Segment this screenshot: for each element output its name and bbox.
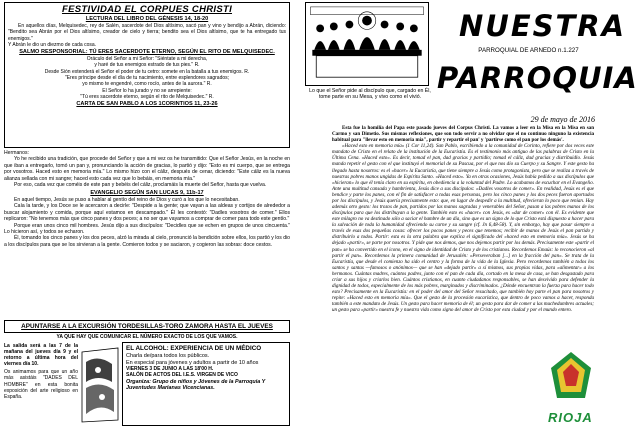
excursion-subbanner: YA QUE HAY QUE COMUNICAR EL NÚMERO EXACTO DE LOS QUE VAMOS. — [56, 334, 238, 340]
rioja-logo-text: RIOJA — [548, 410, 593, 425]
psalm-line: Desde Sión extenderá el Señor el poder de tu cetro: somete en la batalla a tus enemigos. R. — [44, 68, 250, 75]
last-supper-illustration — [305, 2, 429, 86]
masthead-parroquia: PARROQUIA — [437, 61, 638, 95]
psalm-line: yo mismo te engendré, como rocío, antes de la aurora." R. — [82, 81, 212, 88]
psalm-title: SALMO RESPONSORIAL: TÚ ERES SACERDOTE ETERNO, SEGÚN EL RITO DE MELQUISEDEC. — [19, 49, 275, 56]
festividad-box — [4, 2, 290, 148]
article-body: «Haced esto en memoria mía» (1 Cor 11,24). San Pablo, escribiendo a la comunidad de Corinto, refiere por dos veces este mandato de Cristo en el relato de la institución de la Eucaristía. Es el testimonio más antiguo de las palabras de Cristo en la Última Cena. «Haced esto». Es decir, tomad el pan, dad gracias y partidlo; tomad el cáliz, dad gracias y distribuidlo. Jesús manda repetir el gesto con el que instituyó el memorial de su Pascua, por el que nos dio su Cuerpo y su Sangre. Y este gesto ha llegado hasta nosotros: es el «hacer» la Eucaristía, que tiene siempre a Jesús como protagonista, pero que se realiza a través de nuestras pobres manos ungidas de Espíritu Santo. «Haced esto». Ya en otras ocasiones, Jesús había pedido a sus discípulos que «hicieran» lo que él tenía claro en su espíritu, en obediencia a la voluntad del Padre. Lo acabamos de escuchar en el Evangelio. Ante una multitud cansada y hambrienta, Jesús dice a sus discípulos: «Dadles vosotros de comer». En realidad, Jesús es el que bendice y parte los panes, con el fin de satisfacer a todas esas personas, pero los cinco panes y los dos peces fueron aportados por los discípulos, y Jesús quería precisamente esto: que, en lugar de despedir a la multitud, ofrecieran lo poco que tenían. Hay además otro gesto: los trozos de pan, partidos por las manos sagradas y venerables del Señor, pasan a las pobres manos de los discípulos para que los distribuyan a la gente. También esto es «hacer» con Jesús, es «dar de comer» con él. Es evidente que este milagro no va destinado sólo a saciar el hambre de un día, sino que es un signo de lo que Cristo está dispuesto a hacer para la salvación de toda la humanidad ofreciendo su carne y su sangre (cf. Jn 6,48-58). Y, sin embargo, hay que pasar siempre a través de esas dos pequeñas cosas: ofrecer los pocos panes y peces que tenemos; recibir de manos de Jesús el pan partido y distribuirlo a todos. Partir: esta es la otra palabra que explica el significado del «haced esto en memoria mía». Jesús se ha dejado «partir», se parte por nosotros. Y pide que nos demos, que nos dejemos partir por los demás. Precisamente este «partir el pan» se ha convertido en el icono, en el signo de identidad de Cristo y de los cristianos. Recordemos Emaús: lo reconocieron «al partir el pan». Recordemos la primera comunidad de Jerusalén: «Perseveraban [...] en la fracción del pan». Se trata de la Eucaristía, que desde el comienzo ha sido el centro y la forma de la vida de la Iglesia. Pero recordemos también a todos los santos y santas —famosos o anónimos— que se han «dejado partir» a sí mismos, sus propias vidas, para «alimentar» a los hermanos. Cuántas madres, cuántos padres, junto con el pan de cada día, cortado en la mesa de casa, se han desgastado para criar a sus hijos y criarlos bien. Cuántos cristianos, en cuanto ciudadanos responsables, se han desvivido para defender la dignidad de todos, especialmente de los más pobres, marginados y discriminados. ¿Dónde encuentran la fuerza para hacer todo esto? Precisamente en la Eucaristía: en el poder del amor del Señor resucitado, que también hoy parte el pan para nosotros y repite: «Haced esto en memoria mía». Que el gesto de la procesión eucarística, que dentro de poco vamos a hacer, responda también a este mandato de Jesús. Un gesto para hacer memoria de él; un gesto para dar de comer a las muchedumbres actuales; un gesto para «partir» nuestra fe y nuestra vida como signo del amor de Cristo por esta ciudad y por el mundo entero. — [332, 143, 594, 314]
right-column — [305, 2, 638, 425]
psalm-line: y haré de tus enemigos estrado de tus pies." R. — [94, 62, 200, 69]
psalm-line: Oráculo del Señor a mi Señor: "Siéntate a mi derecha, — [86, 56, 208, 63]
gospel-title: EVANGELIO SEGÚN SAN LUCAS 9, 11b-17 — [90, 189, 204, 196]
alcohol-talk-place: SALÓN DE ACTOS DEL I.E.S. VIRGEN DE VICO — [126, 372, 238, 379]
corinthians-paragraph: Por eso, cada vez que coméis de este pan y bebéis del cáliz, proclamáis la muerte del Señor, hasta que vuelva. — [14, 182, 267, 189]
reading1-end: Y Abrán le dio un diezmo de cada cosa. — [8, 41, 97, 48]
masthead-nuestra: NUESTRA — [459, 9, 627, 43]
psalm-line: El Señor lo ha jurado y no se arrepiente: — [102, 87, 192, 94]
mural-illustration — [78, 342, 122, 426]
readings-text — [4, 150, 290, 248]
psalm-line: "Tú eres sacerdote eterno, según el rito de Melquisedec." R. — [80, 93, 214, 100]
festividad-title: FESTIVIDAD EL CORPUES CHRISTI — [61, 4, 233, 15]
masthead-subtitle: PARROQUIAL DE ARNEDO n.1.227 — [478, 47, 579, 54]
illustration-caption: Lo que el Señor pide al discípulo que, cargado en Él, tome parte en su Mesa, y vivo como el vivió. — [309, 88, 431, 101]
reading2-title: CARTA DE SAN PABLO A LOS 1CORINTIOS 11, 23-26 — [76, 101, 218, 108]
gospel-paragraph: Porque eran unos cinco mil hombres. Jesús dijo a sus discípulos: "Decidles que se echen en grupos de unos cincuenta." Lo hicieron así, y todos se echaron. — [4, 222, 290, 235]
psalm-line: "Eres príncipe desde el día de tu nacimiento, entre esplendores sagrados; — [64, 75, 230, 82]
alcohol-talk-title: EL ALCOHOL: EXPERIENCIA DE UN MÉDICO — [126, 345, 262, 352]
alcohol-talk-box — [122, 342, 290, 426]
excursion-banner: APUNTARSE A LA EXCURSIÓN TORDESILLAS-TORO ZAMORA HASTA EL JUEVES — [4, 320, 290, 333]
rioja-logo-icon — [545, 348, 597, 410]
gospel-paragraph: En aquel tiempo, Jesús se puso a hablar al gentío del reino de Dios y curó a los que lo necesitaban. — [14, 196, 240, 203]
gospel-paragraph: Él, tomando los cinco panes y los dos peces, alzó la mirada al cielo, pronunció la bendición sobre ellos, los partió y los dio a los discípulos para que se los sirvieran a la gente. Comieron todos y se saciaron, y cogieron las sobras: doce cestos. — [4, 235, 290, 248]
reading1-title: LECTURA DEL LIBRO DEL GÉNESIS 14, 18-20 — [85, 16, 209, 22]
alcohol-talk-audience: En especial para jóvenes y adultos a partir de 10 años — [126, 359, 259, 366]
issue-date: 29 de mayo de 2016 — [530, 115, 595, 124]
left-column — [4, 2, 292, 425]
corinthians-salutation: Hermanos: — [4, 150, 29, 156]
excursion-invite: Os animamos para que un año más asistáis "DADES DEL HOMBRE" en esta bonita exposición del arte religioso en España. — [4, 369, 78, 400]
alcohol-talk-organizer: Organiza: Grupo de niños y Jóvenes de la Parroquia Y Juventudes Marianas Vicencianas. — [126, 378, 266, 391]
excursion-notice — [4, 343, 78, 400]
article-intro: Esta fue la homilía del Papa este pasado jueves del Corpus Christi. La vamos a leer en la Misa en la Misa en san Carmo y san Dimetio. Sus mismas reflexiones, que son todo servir a no olvidar que el no continuo ninguno la existencia habitual para "llevar esto en memoria mía", partir y repartir el pan' y 'partirse como el pan por los demás'. — [332, 125, 594, 144]
corinthians-paragraph: Yo he recibido una tradición, que procede del Señor y que a mi vez os he transmitido: Que el Señor Jesús, en la noche en que iban a entregarlo, tomó un pan y, pronunciando la acción de gracias, lo partió y dijo: "Esto es mi cuerpo, que se entrega por vosotros. Haced esto en memoria mía." Lo mismo hizo con el cáliz, después de cenar, diciendo: "Este cáliz es la nueva alianza sellada con mi sangre; haced esto cada vez que lo bebáis, en memoria mía." — [4, 156, 290, 182]
excursion-departure: La salida será a las 7 de la mañana del jueves día 9 y el retorno a última hora del viernes día 10. — [4, 343, 78, 368]
alcohol-talk-desc: Charla de/para todos los públicos. — [126, 353, 210, 359]
alcohol-talk-date: VIERNES 3 DE JUNIO A LAS 18'00 H. — [126, 366, 214, 373]
gospel-paragraph: Caía la tarde, y los Doce se le acercaron a decirle: "Despide a la gente; que vayan a las aldeas y cortijos de alrededor a buscar alojamiento y comida, porque aquí estamos en descampado." Él les contestó: "Dadles vosotros de comer." Ellos replicaron: "No tenemos más que cinco panes y dos peces; a no ser que vayamos a comprar de comer para todo este gentío." — [4, 203, 290, 223]
reading1-text: En aquellos días, Melquisedec, rey de Salén, sacerdote del Dios altísimo, sacó pan y vino y bendijo a Abrán, diciendo: "Bendito sea Abrán por el Dios altísimo, creador de cielo y tierra; bendito sea el Dios altísimo, que te ha entregado tus enemigos." — [8, 23, 286, 42]
